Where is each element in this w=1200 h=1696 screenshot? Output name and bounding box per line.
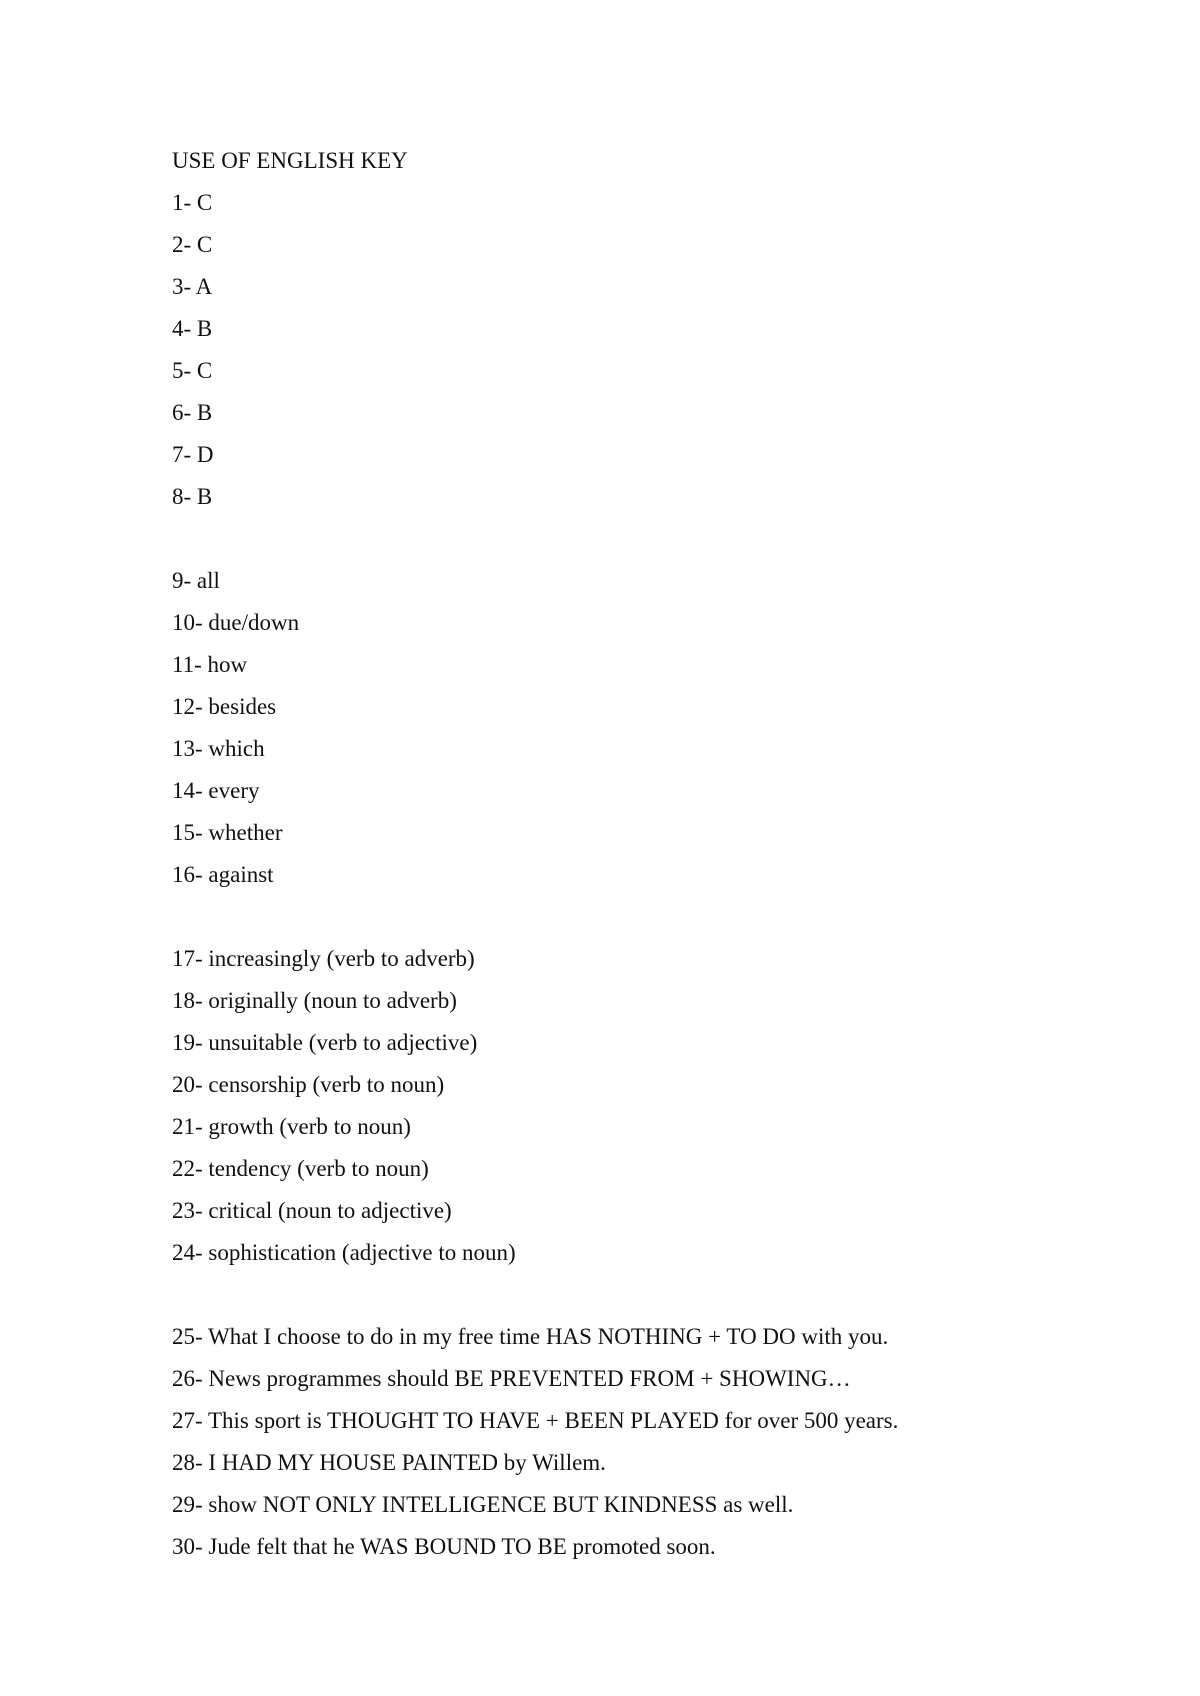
answer-line: 29- show NOT ONLY INTELLIGENCE BUT KINDNESS as well. [172,1492,794,1517]
section-open-cloze [172,560,1132,896]
section-spacer [172,896,1132,938]
answer-line: 13- which [172,736,265,761]
answer-line: 1- C [172,190,213,215]
answer-line: 25- What I choose to do in my free time HAS NOTHING + TO DO with you. [172,1324,889,1349]
answer-line: 23- critical (noun to adjective) [172,1198,452,1223]
answer-line: 26- News programmes should BE PREVENTED FROM + SHOWING… [172,1366,851,1391]
section-word-formation [172,938,1132,1274]
answer-line: 19- unsuitable (verb to adjective) [172,1030,478,1055]
answer-line: 15- whether [172,820,283,845]
answer-line: 8- B [172,484,213,509]
answer-line: 4- B [172,316,213,341]
section-spacer [172,518,1132,560]
answer-line: 11- how [172,652,248,677]
section-key-word-transformation [172,1316,1132,1568]
answer-line: 5- C [172,358,213,383]
answer-line: 10- due/down [172,610,300,635]
answer-line: 30- Jude felt that he WAS BOUND TO BE promoted soon. [172,1534,716,1559]
answer-line: 2- C [172,232,213,257]
answer-line: 21- growth (verb to noun) [172,1114,411,1139]
answer-line: 12- besides [172,694,277,719]
answer-line: 9- all [172,568,220,593]
answer-line: 27- This sport is THOUGHT TO HAVE + BEEN PLAYED for over 500 years. [172,1408,899,1433]
answer-line: 14- every [172,778,260,803]
answer-key [172,140,1132,1568]
answer-line: 28- I HAD MY HOUSE PAINTED by Willem. [172,1450,606,1475]
document-title: USE OF ENGLISH KEY [172,148,408,173]
section-spacer [172,1274,1132,1316]
answer-line: 17- increasingly (verb to adverb) [172,946,475,971]
answer-line: 3- A [172,274,213,299]
answer-line: 24- sophistication (adjective to noun) [172,1240,516,1265]
answer-line: 20- censorship (verb to noun) [172,1072,445,1097]
answer-line: 22- tendency (verb to noun) [172,1156,429,1181]
answer-line: 6- B [172,400,213,425]
answer-line: 16- against [172,862,274,887]
section-multiple-choice [172,182,1132,518]
answer-line: 18- originally (noun to adverb) [172,988,457,1013]
answer-line: 7- D [172,442,214,467]
